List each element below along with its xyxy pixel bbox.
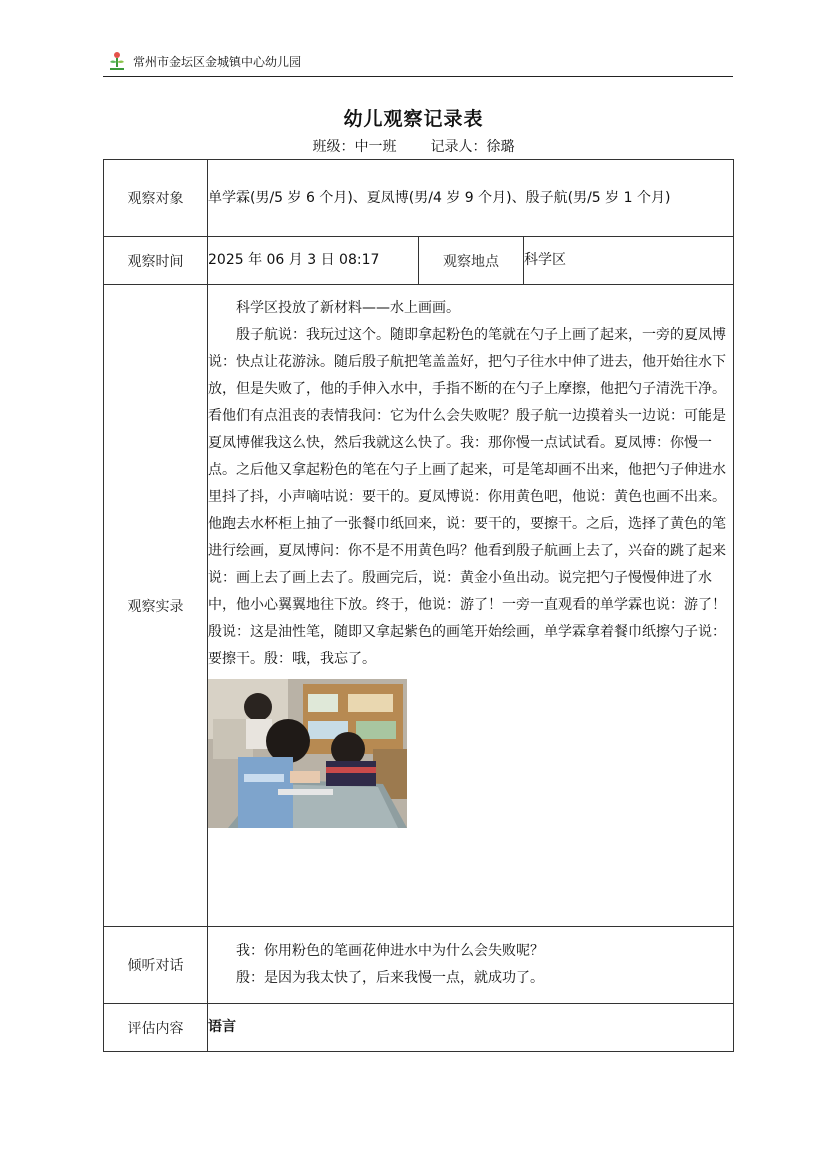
school-name: 常州市金坛区金城镇中心幼儿园 (133, 55, 302, 69)
assessment-value: 语言 (208, 1004, 734, 1052)
subject-value: 单学霖(男/5 岁 6 个月)、夏凤博(男/4 岁 9 个月)、殷子航(男/5 岁 1 个月) (208, 160, 734, 237)
assessment-label: 评估内容 (104, 1004, 208, 1052)
row-record (104, 285, 734, 927)
observation-table (103, 159, 734, 1052)
record-paragraph: 科学区投放了新材料——水上画画。 (236, 300, 460, 316)
dialogue-line: 我：你用粉色的笔画花伸进水中为什么会失败呢？ (236, 943, 544, 959)
class-text: 班级：中一班 (312, 139, 397, 155)
dialogue-label: 倾听对话 (104, 927, 208, 1004)
classroom-photo (208, 679, 407, 828)
place-label: 观察地点 (419, 237, 524, 285)
row-time (104, 237, 734, 285)
row-dialogue (104, 927, 734, 1004)
subject-label: 观察对象 (104, 160, 208, 237)
time-label: 观察时间 (104, 237, 208, 285)
page-header (103, 48, 733, 77)
row-subject (104, 160, 734, 237)
page-title: 幼儿观察记录表 (343, 108, 484, 130)
row-assessment (104, 1004, 734, 1052)
dialogue-line: 殷：是因为我太快了，后来我慢一点，就成功了。 (236, 970, 544, 986)
recorder-text: 记录人：徐璐 (430, 139, 515, 155)
record-meta (0, 136, 827, 156)
record-label: 观察实录 (104, 285, 208, 927)
kindergarten-logo (107, 50, 127, 72)
place-value: 科学区 (524, 237, 734, 285)
record-content (208, 285, 734, 927)
record-paragraph: 殷子航说：我玩过这个。随即拿起粉色的笔就在勺子上画了起来，一旁的夏凤博说：快点让花游泳。随后殷子航把笔盖盖好，把勺子往水中伸了进去，他开始往水下放，但是失败了，他的手伸入水中，手指不断的在勺子上摩擦，他把勺子清洗干净。看他们有点沮丧的表情我问：它为什么会失败呢？殷子航一边摸着头一边说：可能是夏凤博催我这么快，然后我就这么快了。我：那你慢一点试试看。夏凤博：你慢一点。之后他又拿起粉色的笔在勺子上画了起来，可是笔却画不出来，他把勺子伸进水里抖了抖，小声嘀咕说：要干的。夏凤博说：你用黄色吧，他说：黄色也画不出来。他跑去水杯柜上抽了一张餐巾纸回来，说：要干的，要擦干。之后，选择了黄色的笔进行绘画，夏凤博问：你不是不用黄色吗？他看到殷子航画上去了，兴奋的跳了起来说：画上去了画上去了。殷画完后，说：黄金小鱼出动。说完把勺子慢慢伸进了水中，他小心翼翼地往下放。终于，他说：游了！一旁一直观看的单学霖也说：游了！殷说：这是油性笔，随即又拿起紫色的画笔开始绘画，单学霖拿着餐巾纸擦勺子说：要擦干。殷：哦，我忘了。 (208, 327, 726, 667)
time-value: 2025 年 06 月 3 日 08:17 (208, 237, 419, 285)
dialogue-content (208, 927, 734, 1004)
